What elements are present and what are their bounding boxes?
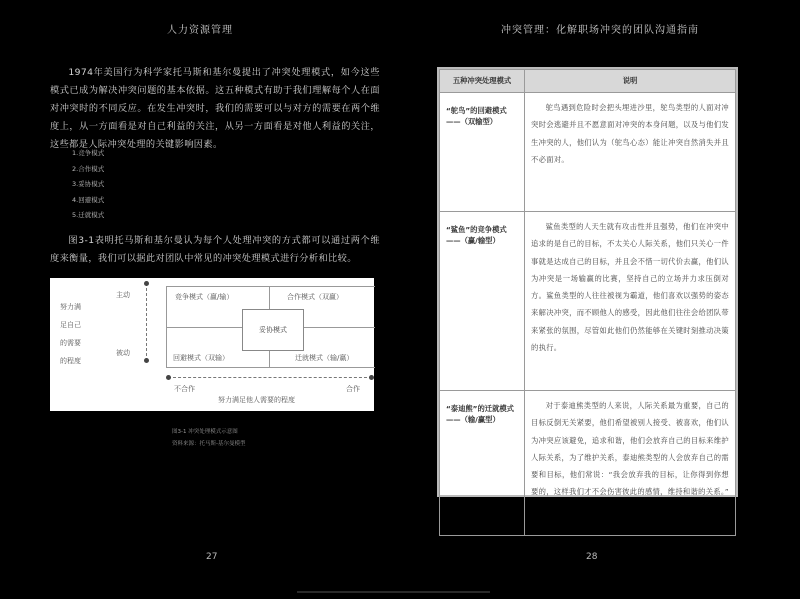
mode-cell: “泰迪熊”的迁就模式——（输/赢型）	[440, 391, 525, 536]
y-title-line: 努力满	[60, 303, 81, 311]
paragraph-1: 1974年美国行为科学家托马斯和基尔曼提出了冲突处理模式，如今这些模式已成为解决冲突问题的基本依据。这五种模式有助于我们理解每个人在面对冲突时的不同反应。在发生冲突时，我们的需要可以与对方的需要在两个维度上，从一方面看是对自己利益的关注，从另一方面看是对他人利益的关注，这些都是人际冲突处理的关键影响因素。	[50, 67, 380, 150]
paragraph-2: 图3-1表明托马斯和基尔曼认为每个人处理冲突的方式都可以通过两个维度来衡量，我们可以据此对团队中常见的冲突处理模式进行分析和比较。	[50, 235, 380, 264]
list-item: 3.妥协模式	[72, 180, 105, 188]
table-header-description: 说明	[525, 70, 736, 93]
table-row	[440, 212, 736, 391]
left-page	[0, 0, 400, 580]
description-text: 对于泰迪熊类型的人来说，人际关系最为重要，自己的目标反倒无关紧要，他们希望被别人接受、被喜欢，他们认为冲突应该避免，追求和谐，他们会放弃自己的目标来维护人际关系，为了维护关系，泰迪熊类型的人会放弃自己的需要和目标，他们常说：“我会放弃我的目标，让你得到你想要的，这样我们才不会伤害彼此的感情，维持和谐的关系。”	[531, 401, 729, 497]
cell-accommodating: 迁就模式（输/赢）	[295, 354, 354, 362]
x-axis-arrow	[168, 377, 372, 378]
table-row	[440, 93, 736, 212]
y-axis-title	[60, 298, 81, 370]
running-head-left: 人力资源管理	[167, 25, 233, 36]
conflict-mode-diagram	[50, 278, 374, 411]
page-number-left: 27	[206, 552, 218, 562]
description-cell	[525, 391, 736, 536]
cell-collaborating: 合作模式（双赢）	[287, 293, 343, 301]
conflict-modes-table	[437, 67, 738, 497]
y-axis-arrow	[146, 283, 147, 361]
caption-line: 资料来源：托马斯-基尔曼模型	[172, 441, 246, 447]
mode-grid	[166, 286, 375, 368]
y-axis-high-label: 主动	[116, 291, 130, 299]
reading-progress-fill	[297, 591, 490, 593]
description-cell	[525, 93, 736, 212]
caption-line: 图3-1 冲突处理模式示意图	[172, 429, 238, 435]
cell-compromising: 妥协模式	[242, 309, 304, 351]
mode-cell: “鲨鱼”的竞争模式——（赢/输型）	[440, 212, 525, 391]
x-axis-high-label: 合作	[346, 385, 360, 393]
x-axis-title: 努力满足他人需要的程度	[218, 396, 295, 404]
table-row	[440, 391, 736, 536]
cell-competing: 竞争模式（赢/输）	[175, 293, 234, 301]
reading-progress-bar[interactable]	[297, 591, 490, 593]
x-axis-low-label: 不合作	[174, 385, 195, 393]
mode-list	[72, 146, 104, 224]
y-title-line: 的需要	[60, 339, 81, 347]
figure-caption	[172, 426, 246, 450]
cell-avoiding: 回避模式（双输）	[173, 354, 229, 362]
list-item: 2.合作模式	[72, 164, 105, 173]
running-head-right: 冲突管理：化解职场冲突的团队沟通指南	[501, 25, 699, 36]
y-title-line: 足自己	[60, 321, 81, 329]
page-number-right: 28	[586, 552, 598, 562]
table-header-mode: 五种冲突处理模式	[440, 70, 525, 93]
list-item: 5.迁就模式	[72, 211, 105, 219]
mode-cell: “鸵鸟”的回避模式——（双输型）	[440, 93, 525, 212]
y-title-line: 的程度	[60, 357, 81, 365]
description-text: 鲨鱼类型的人天生就有攻击性并且强势，他们在冲突中追求的是自己的目标，不太关心人际关系，他们只关心一件事就是达成自己的目标，并且会不惜一切代价去赢，他们认为冲突是一场输赢的比赛，坚持自己的立场并力求压倒对方。鲨鱼类型的人往往被视为霸道，他们喜欢以强势的姿态来解决冲突，而不顾他人的感受，因此他们往往会给团队带来紧张的氛围，尽管如此他们仍然能够在关键时刻推动决策的执行。	[531, 222, 729, 353]
description-cell	[525, 212, 736, 391]
list-item: 1.竞争模式	[72, 149, 105, 157]
list-item: 4.回避模式	[72, 195, 105, 204]
y-axis-low-label: 被动	[116, 349, 130, 357]
description-text: 鸵鸟遇到危险时会把头埋进沙里，鸵鸟类型的人面对冲突时会逃避并且不愿意面对冲突的本身问题，以及与他们发生冲突的人，他们认为（鸵鸟心态）能让冲突自然消失并且不必面对。	[531, 103, 729, 164]
